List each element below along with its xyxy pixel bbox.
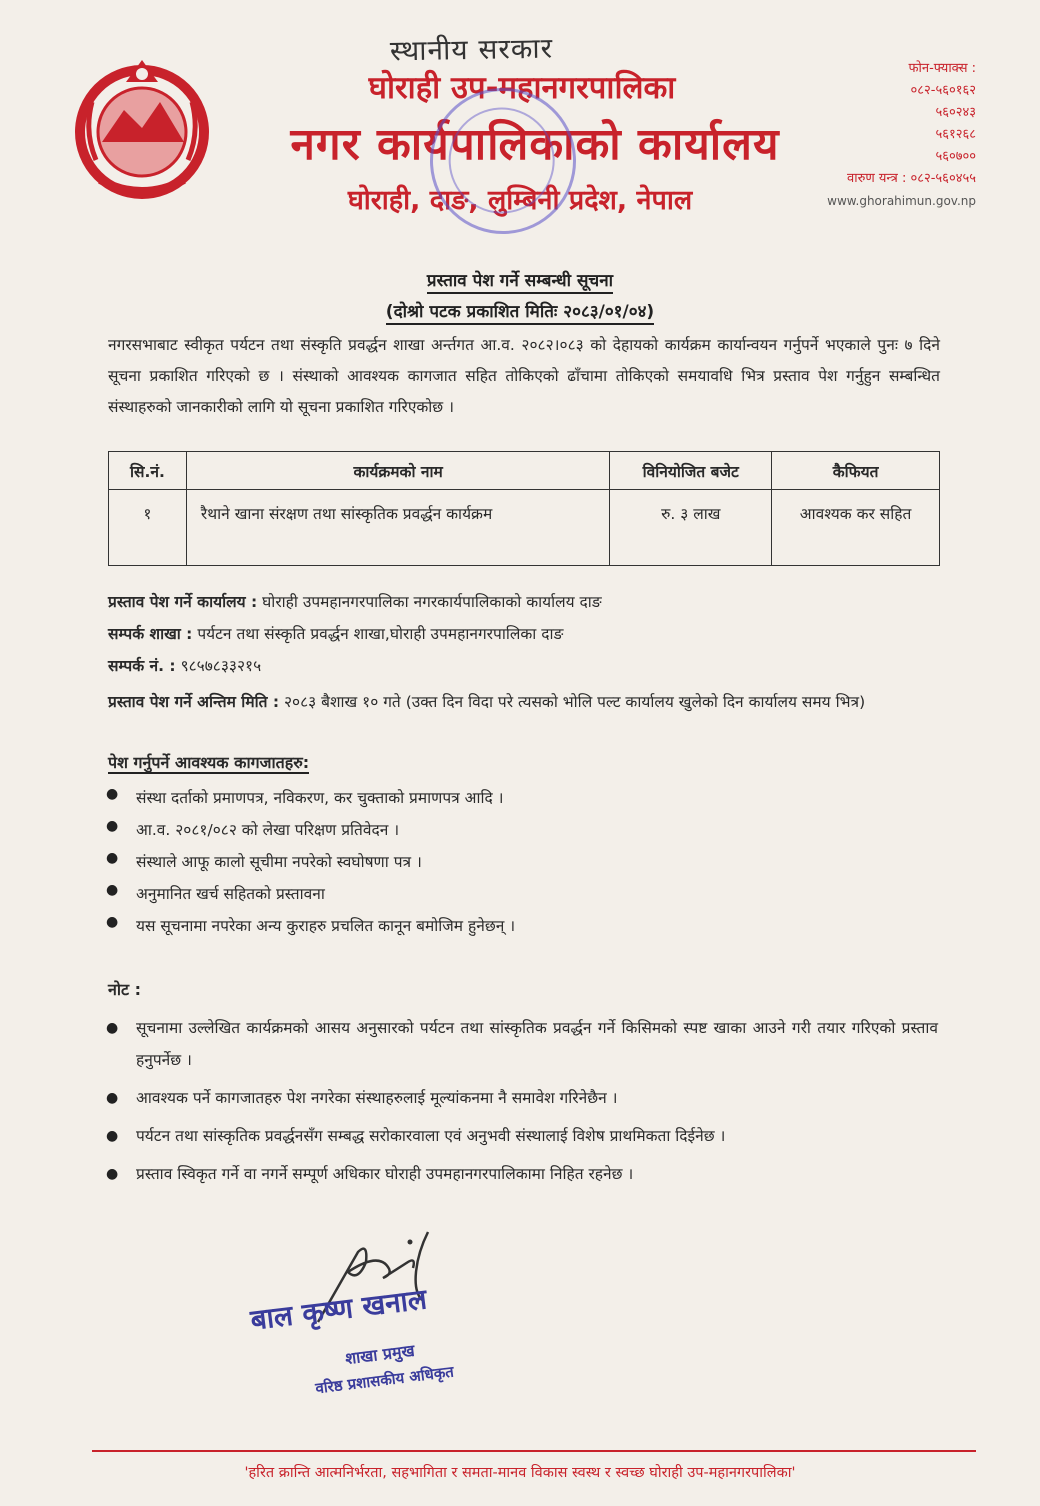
municipality-name: घोराही उप-महानगरपालिका	[368, 70, 676, 106]
cell-programme: रैथाने खाना संरक्षण तथा सांस्कृतिक प्रवर्द्धन कार्यक्रम	[186, 490, 609, 566]
list-item: ● संस्था दर्ताको प्रमाणपत्र, नविकरण, कर चुक्ताको प्रमाणपत्र आदि ।	[104, 786, 944, 818]
programme-table	[108, 451, 940, 566]
list-item: ● संस्थाले आफू कालो सूचीमा नपरेको स्वघोषणा पत्र ।	[104, 850, 944, 882]
signatory-role: शाखा प्रमुख	[344, 1340, 416, 1369]
list-item: ● पर्यटन तथा सांस्कृतिक प्रवर्द्धनसँग सम्बद्ध सरोकारवाला एवं अनुभवी संस्थालाई विशेष प्राथमिकता दिईनेछ ।	[104, 1120, 938, 1152]
phone-2: ५६०२४३	[935, 105, 976, 120]
list-item: ● आ.व. २०८१/०८२ को लेखा परिक्षण प्रतिवेदन ।	[104, 818, 944, 850]
header-budget: विनियोजित बजेट	[610, 452, 772, 490]
notes-heading: नोट :	[108, 980, 142, 999]
notes-list	[104, 1012, 938, 1196]
cell-remarks: आवश्यक कर सहित	[772, 490, 940, 566]
cell-budget: रु. ३ लाख	[610, 490, 772, 566]
office-name: नगर कार्यपालिकाको कार्यालय	[290, 119, 780, 170]
signatory-rank: वरिष्ठ प्रशासकीय अधिकृत	[314, 1362, 455, 1398]
cell-sn: १	[109, 490, 187, 566]
office-address: घोराही, दाङ, लुम्बिनी प्रदेश, नेपाल	[347, 185, 693, 216]
office-info: प्रस्ताव पेश गर्ने कार्यालय : घोराही उपमहानगरपालिका नगरकार्यपालिकाको कार्यालय दाङ	[108, 593, 602, 611]
footer-slogan: 'हरित क्रान्ति आत्मनिर्भरता, सहभागिता र समता-मानव विकास स्वस्थ र स्वच्छ घोराही उप-महानगरपालिका'	[244, 1465, 796, 1481]
footer-divider	[92, 1450, 976, 1452]
documents-list	[104, 786, 944, 946]
list-item: ● अनुमानित खर्च सहितको प्रस्तावना	[104, 882, 944, 914]
nepal-emblem-icon	[62, 52, 222, 202]
branch-info: सम्पर्क शाखा : पर्यटन तथा संस्कृति प्रवर्द्धन शाखा,घोराही उपमहानगरपालिका दाङ	[108, 625, 564, 643]
phone-3: ५६१२६८	[935, 127, 976, 142]
handwritten-header: स्थानीय सरकार	[389, 31, 554, 68]
website-link[interactable]: www.ghorahimun.gov.np	[827, 194, 976, 208]
list-item: ● यस सूचनामा नपरेका अन्य कुराहरु प्रचलित कानून बमोजिम हुनेछन् ।	[104, 914, 944, 946]
list-item: ● आवश्यक पर्ने कागजातहरु पेश नगरेका संस्थाहरुलाई मूल्यांकनमा नै समावेश गरिनेछैन ।	[104, 1082, 938, 1114]
contact-info: सम्पर्क नं. : ९८५७८३३२१५	[108, 657, 262, 675]
notice-title: प्रस्ताव पेश गर्ने सम्बन्धी सूचना	[0, 268, 1040, 291]
table-row	[109, 490, 940, 566]
header-remarks: कैफियत	[772, 452, 940, 490]
signatory-name: बाल कृष्ण खनाल	[248, 1282, 429, 1337]
header-sn: सि.नं.	[109, 452, 187, 490]
deadline-info: प्रस्ताव पेश गर्ने अन्तिम मिति : २०८३ बैशाख १० गते (उक्त दिन विदा परे त्यसको भोलि पल्ट कार्यालय खुलेको दिन कार्यालय समय भित्र)	[108, 693, 866, 711]
phone-1: ०८२-५६०१६२	[910, 83, 976, 98]
header-programme: कार्यक्रमको नाम	[186, 452, 609, 490]
list-item: ● सूचनामा उल्लेखित कार्यक्रमको आसय अनुसारको पर्यटन तथा सांस्कृतिक प्रवर्द्धन गर्ने किसिमको स्पष्ट खाका आउने गरी तयार गरिएको प्रस्ताव हनुपर्नेछ ।	[104, 1012, 938, 1076]
contact-label: फोन-फ्याक्स :	[908, 61, 976, 76]
notice-subtitle: (दोश्रो पटक प्रकाशित मितिः २०८३/०१/०४)	[0, 299, 1040, 322]
list-item: ● प्रस्ताव स्विकृत गर्ने वा नगर्ने सम्पूर्ण अधिकार घोराही उपमहानगरपालिकामा निहित रहनेछ ।	[104, 1158, 938, 1190]
phone-4: ५६०७००	[935, 149, 976, 164]
contact-block	[780, 58, 976, 212]
documents-heading: पेश गर्नुपर्ने आवश्यक कागजातहरु:	[108, 753, 310, 772]
fire-number: वारुण यन्त्र : ०८२-५६०४५५	[846, 171, 976, 186]
notice-body: नगरसभाबाट स्वीकृत पर्यटन तथा संस्कृति प्रवर्द्धन शाखा अर्न्तगत आ.व. २०८२।०८३ को देहायको कार्यक्रम कार्यान्वयन गर्नुपर्ने भएकाले पुनः ७ दिने सूचना प्रकाशित गरिएको छ । संस्थाको आवश्यक कागजात सहित तोकिएको ढाँचामा तोकिएको समयावधि भित्र प्रस्ताव पेश गर्नुहुन सम्बन्धित संस्थाहरुको जानकारीको लागि यो सूचना प्रकाशित गरिएकोछ ।	[108, 336, 940, 416]
